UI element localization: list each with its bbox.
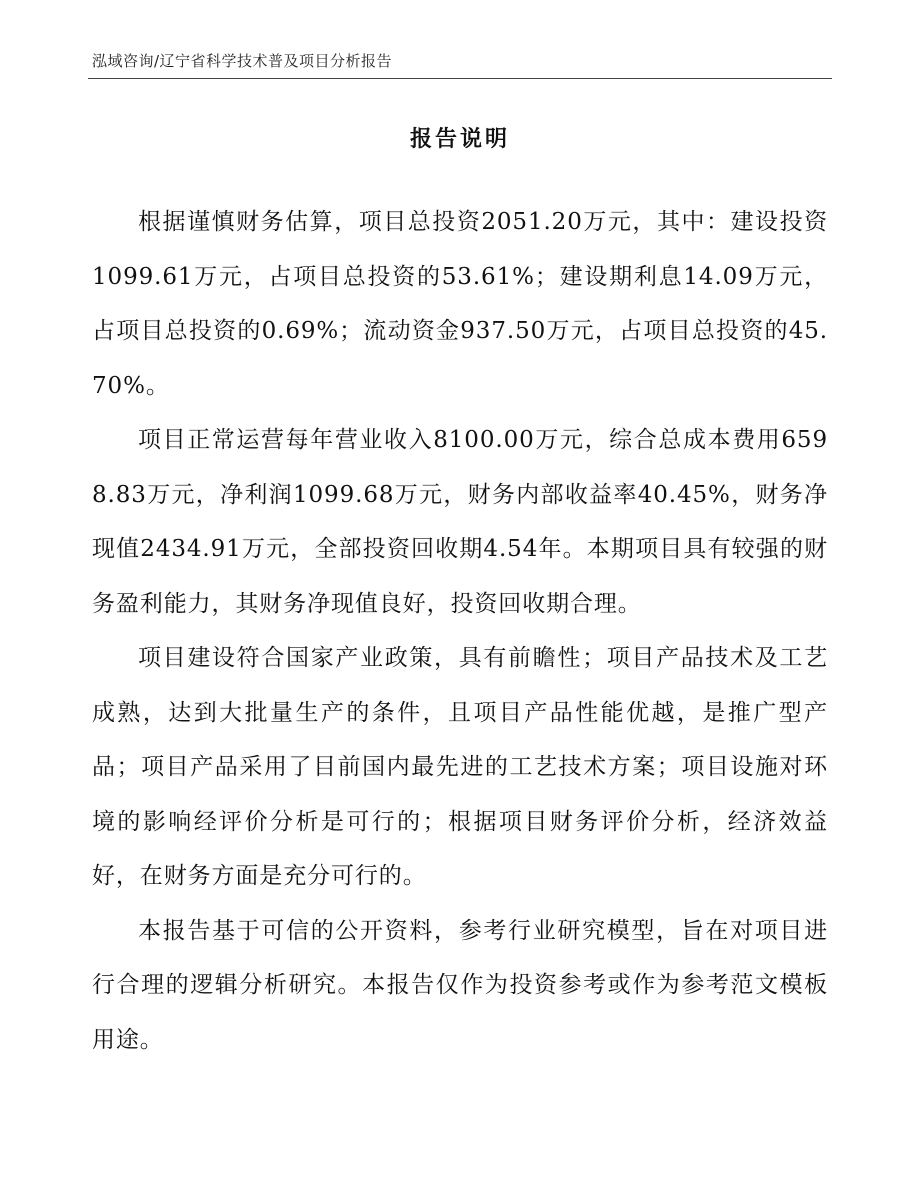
page-title: 报告说明: [409, 127, 510, 152]
running-header: 泓域咨询/辽宁省科学技术普及项目分析报告: [92, 52, 393, 70]
document-body: [92, 195, 828, 1067]
paragraph-investment: 根据谨慎财务估算，项目总投资2051.20万元，其中：建设投资1099.61万元，占项目总投资的53.61%；建设期利息14.09万元，占项目总投资的0.69%；流动资金937.50万元，占项目总投资的45.70%。: [92, 209, 828, 399]
header-divider: [88, 78, 832, 79]
paragraph-disclaimer: 本报告基于可信的公开资料，参考行业研究模型，旨在对项目进行合理的逻辑分析研究。本报告仅作为投资参考或作为参考范文模板用途。: [92, 917, 828, 1053]
paragraph-feasibility: 项目建设符合国家产业政策，具有前瞻性；项目产品技术及工艺成熟，达到大批量生产的条件，且项目产品性能优越，是推广型产品；项目产品采用了目前国内最先进的工艺技术方案；项目设施对环境的影响经评价分析是可行的；根据项目财务评价分析，经济效益好，在财务方面是充分可行的。: [92, 645, 828, 889]
paragraph-financials: 项目正常运营每年营业收入8100.00万元，综合总成本费用6598.83万元，净利润1099.68万元，财务内部收益率40.45%，财务净现值2434.91万元，全部投资回收期4.54年。本期项目具有较强的财务盈利能力，其财务净现值良好，投资回收期合理。: [92, 427, 828, 617]
